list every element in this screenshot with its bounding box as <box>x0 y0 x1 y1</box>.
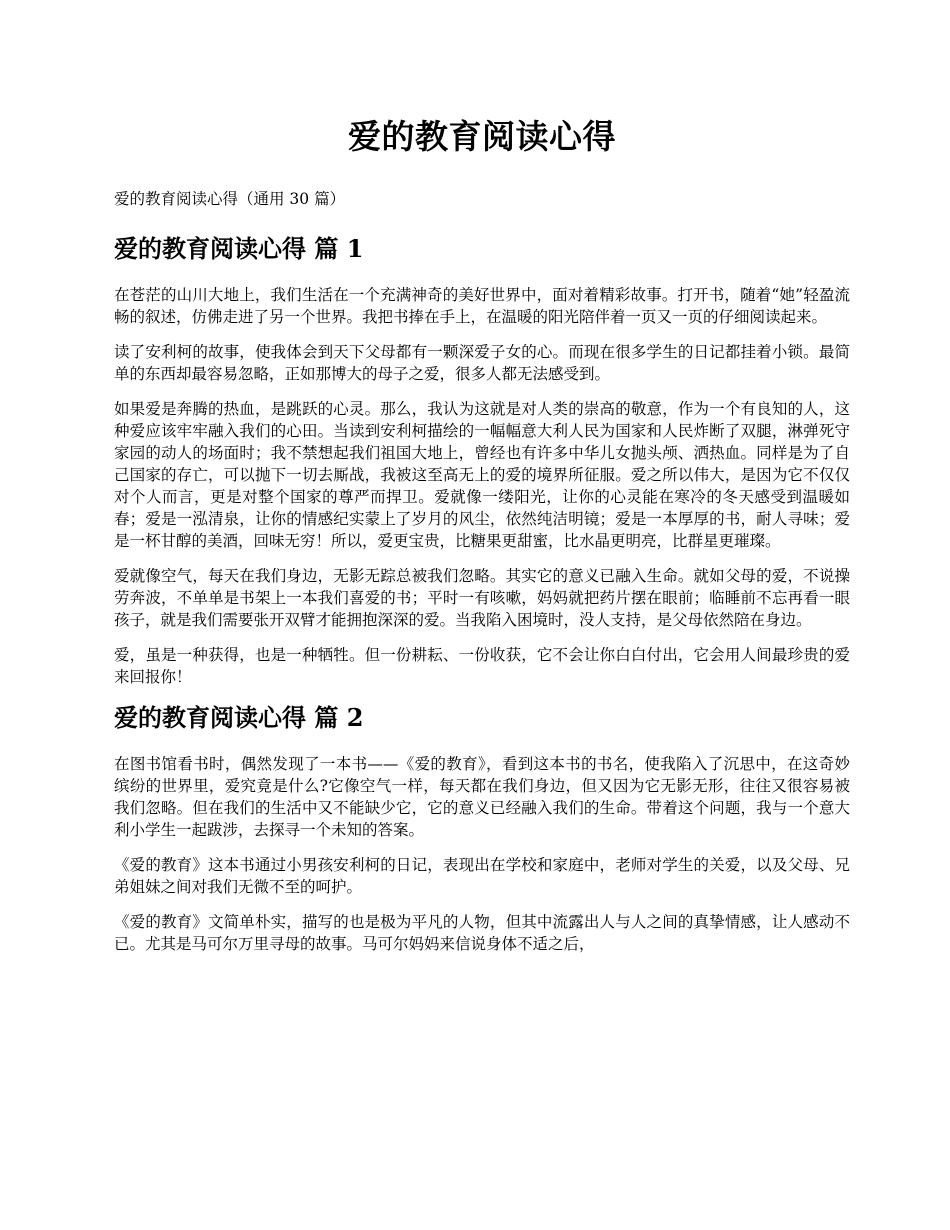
page-title: 爱的教育阅读心得 <box>348 117 616 156</box>
section-1 <box>114 232 850 688</box>
paragraph: 在图书馆看书时，偶然发现了一本书——《爱的教育》，看到这本书的书名，使我陷入了沉思中，在这奇妙缤纷的世界里，爱究竟是什么?它像空气一样，每天都在我们身边，但又因为它无影无形，往往又很容易被我们忽略。但在我们的生活中又不能缺少它，它的意义已经融入我们的生命。带着这个问题，我与一个意大利小学生一起跋涉，去探寻一个未知的答案。 <box>114 755 850 839</box>
document-subtitle: 爱的教育阅读心得（通用 30 篇） <box>114 190 346 208</box>
section-2 <box>114 701 850 955</box>
paragraph: 爱就像空气，每天在我们身边，无影无踪总被我们忽略。其实它的意义已融入生命。就如父母的爱，不说操劳奔波，不单单是书架上一本我们喜爱的书；平时一有咳嗽，妈妈就把药片摆在眼前；临睡前不忘再看一眼孩子，就是我们需要张开双臂才能拥抱深深的爱。当我陷入困境时，没人支持，是父母依然陪在身边。 <box>114 567 850 629</box>
paragraph: 如果爱是奔腾的热血，是跳跃的心灵。那么，我认为这就是对人类的崇高的敬意，作为一个有良知的人，这种爱应该牢牢融入我们的心田。当读到安利柯描绘的一幅幅意大利人民为国家和人民炸断了双腿，淋弹死守家园的动人的场面时；我不禁想起我们祖国大地上，曾经也有许多中华儿女抛头颅、洒热血。同样是为了自己国家的存亡，可以抛下一切去厮战，我被这至高无上的爱的境界所征服。爱之所以伟大，是因为它不仅仅对个人而言，更是对整个国家的尊严而捍卫。爱就像一缕阳光，让你的心灵能在寒冷的冬天感受到温暖如春；爱是一泓清泉，让你的情感纪实蒙上了岁月的风尘，依然纯洁明镜；爱是一本厚厚的书，耐人寻味；爱是一杯甘醇的美酒，回味无穷！所以，爱更宝贵，比糖果更甜蜜，比水晶更明亮，比群星更璀璨。 <box>114 400 850 550</box>
paragraph: 在苍茫的山川大地上，我们生活在一个充满神奇的美好世界中，面对着精彩故事。打开书，随着“她”轻盈流畅的叙述，仿佛走进了另一个世界。我把书捧在手上，在温暖的阳光陪伴着一页又一页的仔细阅读起来。 <box>114 286 850 326</box>
document-page <box>114 112 850 968</box>
paragraph: 《爱的教育》这本书通过小男孩安利柯的日记，表现出在学校和家庭中，老师对学生的关爱，以及父母、兄弟姐妹之间对我们无微不至的呵护。 <box>114 856 850 896</box>
paragraph: 读了安利柯的故事，使我体会到天下父母都有一颗深爱子女的心。而现在很多学生的日记都挂着小锁。最简单的东西却最容易忽略，正如那博大的母子之爱，很多人都无法感受到。 <box>114 343 850 383</box>
paragraph: 爱，虽是一种获得，也是一种牺牲。但一份耕耘、一份收获，它不会让你白白付出，它会用人间最珍贵的爱来回报你！ <box>114 646 850 686</box>
section-heading: 爱的教育阅读心得 篇 2 <box>114 703 364 732</box>
section-heading: 爱的教育阅读心得 篇 1 <box>114 234 364 263</box>
paragraph: 《爱的教育》文简单朴实，描写的也是极为平凡的人物，但其中流露出人与人之间的真挚情感，让人感动不已。尤其是马可尔万里寻母的故事。马可尔妈妈来信说身体不适之后， <box>114 913 850 953</box>
